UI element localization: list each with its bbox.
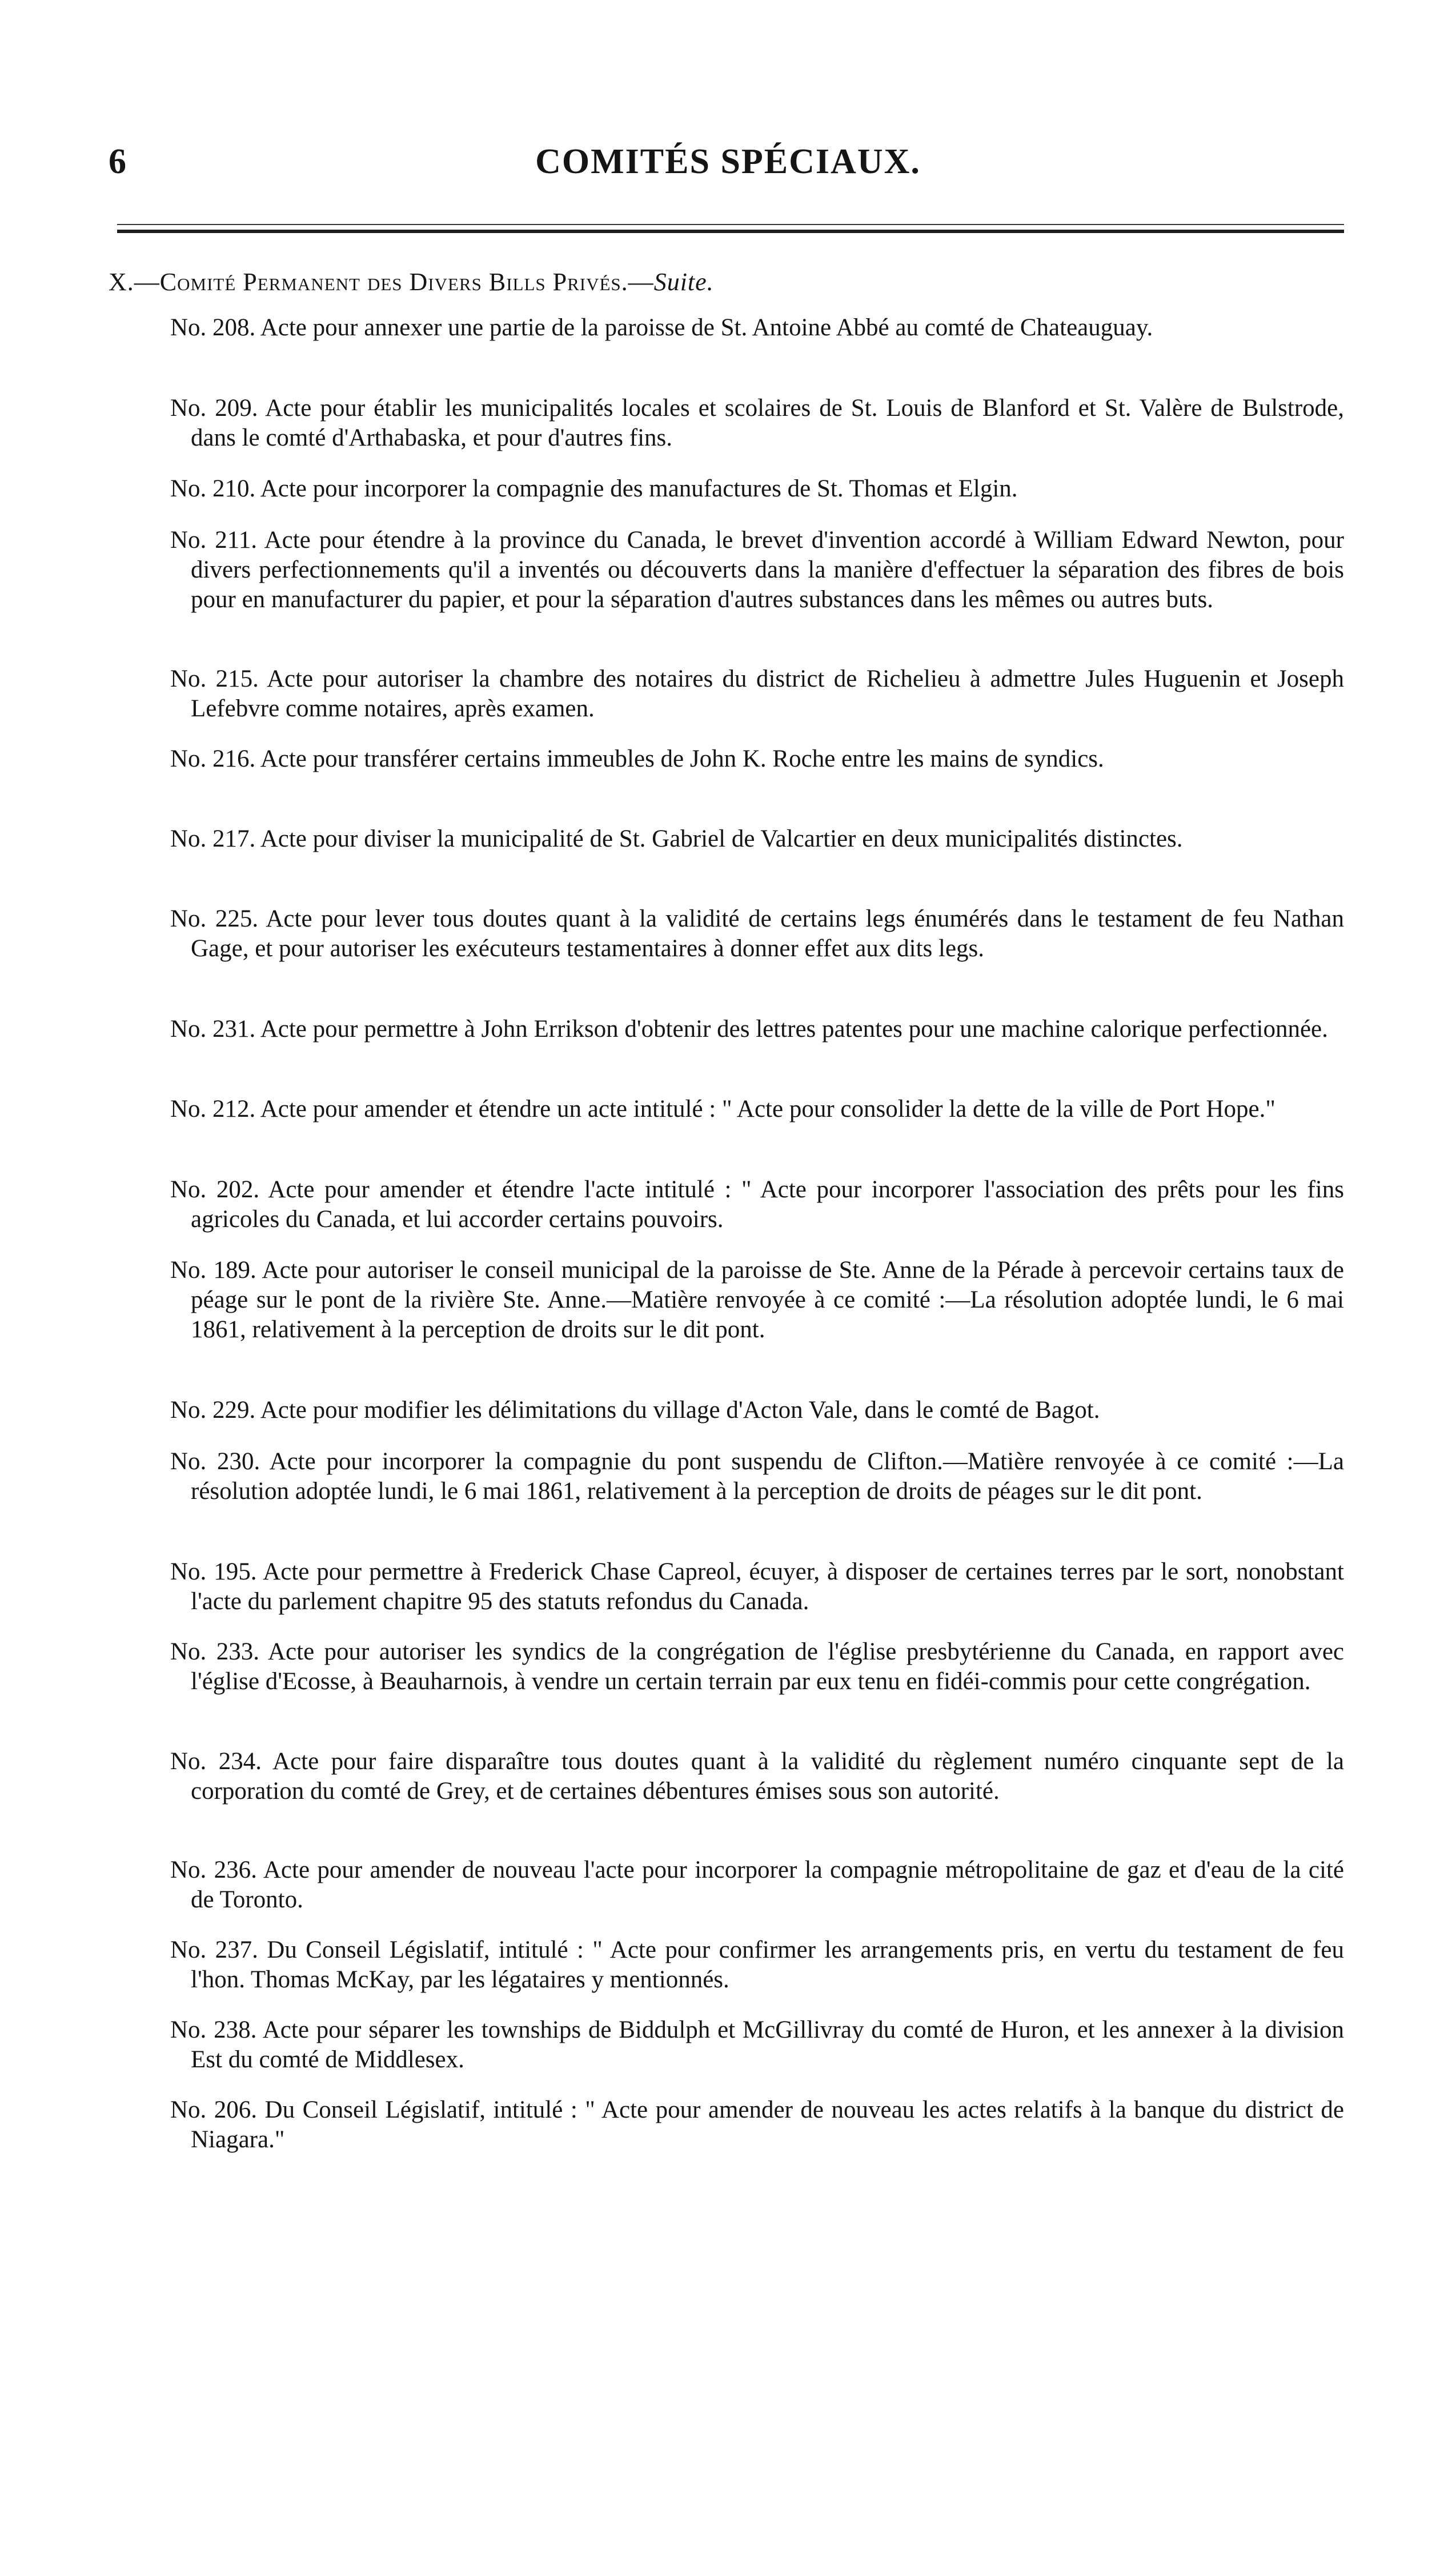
bill-text: Acte pour permettre à Frederick Chase Capreol, écuyer, à disposer de certaines terres par le sort, nonobstant l'acte du parlement chapitre 95 des statuts refondus du Canada. — [191, 1558, 1344, 1615]
header-rule-thick — [117, 230, 1344, 233]
bill-number: No. 195. — [170, 1558, 257, 1585]
header-rule-thin — [117, 224, 1344, 225]
bill-number: No. 237. — [170, 1936, 258, 1963]
bill-number: No. 206. — [170, 2096, 258, 2123]
list-item — [170, 313, 1344, 343]
page-title: COMITÉS SPÉCIAUX. — [535, 142, 921, 181]
bill-number: No. 210. — [170, 475, 256, 502]
bill-text: Acte pour incorporer la compagnie des manufactures de St. Thomas et Elgin. — [260, 475, 1018, 502]
bill-text: Acte pour transférer certains immeubles de John K. Roche entre les mains de syndics. — [260, 745, 1104, 772]
bill-text: Acte pour autoriser le conseil municipal de la paroisse de Ste. Anne de la Pérade à percevoir certains taux de péage sur le pont de la rivière Ste. Anne.—Matière renvoyée à ce comité :—La résolution adoptée lundi, le 6 mai 1861, relativement à la perception de droits sur le dit pont. — [191, 1257, 1344, 1343]
list-item — [170, 1935, 1344, 1995]
bill-text: Acte pour séparer les townships de Biddulph et McGillivray du comté de Huron, et les annexer à la division Est du comté de Middlesex. — [191, 2016, 1344, 2073]
bill-number: No. 229. — [170, 1397, 256, 1424]
bill-text: Acte pour amender et étendre un acte intitulé : " Acte pour consolider la dette de la ville de Port Hope." — [260, 1096, 1275, 1122]
bill-text: Acte pour lever tous doutes quant à la validité de certains legs énumérés dans le testament de feu Nathan Gage, et pour autoriser les exécuteurs testamentaires à donner effet aux dits legs. — [191, 905, 1344, 962]
list-item — [170, 474, 1344, 504]
bill-number: No. 225. — [170, 905, 259, 932]
bill-number: No. 231. — [170, 1016, 256, 1043]
list-item — [170, 904, 1344, 964]
bill-text: Acte pour modifier les délimitations du village d'Acton Vale, dans le comté de Bagot. — [260, 1397, 1100, 1424]
bill-number: No. 211. — [170, 527, 257, 554]
bill-number: No. 216. — [170, 745, 256, 772]
bill-text: Acte pour amender et étendre l'acte intitulé : " Acte pour incorporer l'association des prêts pour les fins agricoles du Canada, et lui accorder certains pouvoirs. — [191, 1176, 1344, 1233]
list-item — [170, 1015, 1344, 1044]
bill-text: Acte pour autoriser la chambre des notaires du district de Richelieu à admettre Jules Huguenin et Joseph Lefebvre comme notaires, après examen. — [191, 665, 1344, 722]
bill-text: Acte pour annexer une partie de la paroisse de St. Antoine Abbé au comté de Chateauguay. — [260, 314, 1153, 341]
section-heading-suffix: Suite. — [653, 268, 714, 296]
bill-text: Acte pour permettre à John Errikson d'obtenir des lettres patentes pour une machine calorique perfectionnée. — [260, 1016, 1328, 1043]
list-item — [170, 1256, 1344, 1345]
bill-text: Acte pour faire disparaître tous doutes quant à la validité du règlement numéro cinquante sept de la corporation du comté de Grey, et de certaines débentures émises sous son autorité. — [191, 1748, 1344, 1805]
bill-text: Du Conseil Législatif, intitulé : " Acte pour confirmer les arrangements pris, en vertu du testament de feu l'hon. Thomas McKay, par les légataires y mentionnés. — [191, 1936, 1344, 1993]
bill-text: Acte pour incorporer la compagnie du pont suspendu de Clifton.—Matière renvoyée à ce comité :—La résolution adoptée lundi, le 6 mai 1861, relativement à la perception de droits de péages sur le dit pont. — [191, 1448, 1344, 1505]
list-item — [170, 1637, 1344, 1697]
bill-text: Acte pour établir les municipalités locales et scolaires de St. Louis de Blanford et St. Valère de Bulstrode, dans le comté d'Arthabaska, et pour d'autres fins. — [191, 395, 1344, 451]
list-item — [170, 526, 1344, 615]
bill-number: No. 189. — [170, 1257, 256, 1284]
list-item — [170, 1855, 1344, 1915]
list-item — [170, 2015, 1344, 2075]
bill-number: No. 234. — [170, 1748, 262, 1775]
bill-number: No. 215. — [170, 665, 259, 692]
section-heading — [109, 267, 714, 298]
list-item — [170, 824, 1344, 854]
list-item — [170, 1175, 1344, 1234]
list-item — [170, 744, 1344, 774]
bill-text: Acte pour diviser la municipalité de St. Gabriel de Valcartier en deux municipalités distinctes. — [260, 825, 1183, 852]
bill-number: No. 209. — [170, 395, 258, 422]
list-item — [170, 1747, 1344, 1806]
bill-text: Acte pour étendre à la province du Canada, le brevet d'invention accordé à William Edward Newton, pour divers perfectionnements qu'il a inventés ou découverts dans la manière d'effectuer la séparation des fibres de bois pour en manufacturer du papier, et pour la séparation d'autres substances dans les mêmes ou autres buts. — [191, 527, 1344, 613]
bill-number: No. 202. — [170, 1176, 260, 1203]
bill-text: Acte pour amender de nouveau l'acte pour incorporer la compagnie métropolitaine de gaz et d'eau de la cité de Toronto. — [191, 1857, 1344, 1913]
bill-number: No. 212. — [170, 1096, 256, 1122]
list-item — [170, 1094, 1344, 1124]
page-number: 6 — [109, 142, 126, 181]
bill-text: Acte pour autoriser les syndics de la congrégation de l'église presbytérienne du Canada, en rapport avec l'église d'Ecosse, à Beauharnois, à vendre un certain terrain par eux tenu en fidéi-commis pour cette congrégation. — [191, 1638, 1344, 1695]
list-item — [170, 1557, 1344, 1617]
bill-text: Du Conseil Législatif, intitulé : " Acte pour amender de nouveau les actes relatifs à la banque du district de Niagara." — [191, 2096, 1344, 2153]
list-item — [170, 1447, 1344, 1506]
bill-number: No. 217. — [170, 825, 256, 852]
list-item — [170, 394, 1344, 453]
list-item — [170, 1396, 1344, 1425]
bill-number: No. 236. — [170, 1857, 257, 1883]
bill-number: No. 238. — [170, 2016, 257, 2043]
bill-number: No. 230. — [170, 1448, 260, 1475]
bill-number: No. 208. — [170, 314, 256, 341]
list-item — [170, 664, 1344, 724]
bill-number: No. 233. — [170, 1638, 259, 1665]
section-heading-text: X.—Comité Permanent des Divers Bills Privés.— — [109, 268, 654, 296]
list-item — [170, 2095, 1344, 2155]
